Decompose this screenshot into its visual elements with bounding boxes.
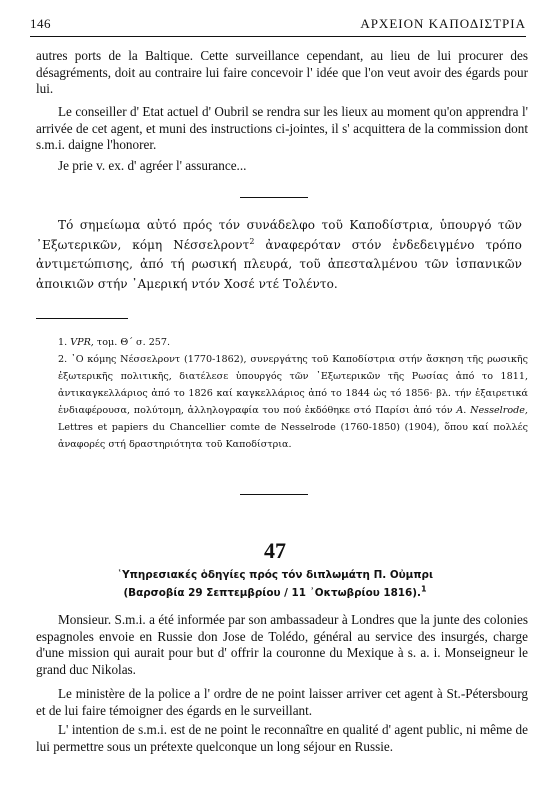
document-caption-line-1: ῾Υπηρεσιακές ὁδηγίες πρός τόν διπλωμάτη Π. Οὐμπρι (116, 569, 434, 581)
footnote-2-author: A. Nesselrode, (456, 405, 528, 416)
footnote-1-source: VPR, (70, 337, 94, 348)
top-paragraph-3-text: Je prie v. ex. d' agréer l' assurance... (58, 158, 247, 173)
footnote-2-text-end: Lettres et papiers du Chancellier comte de Nesselrode (1760-1850) (1904), ὅπου καί πολλές ἀναφορές στή δραστηριότητα τοῦ Καποδίστρια. (58, 422, 528, 450)
footnotes (58, 334, 528, 453)
footnote-rule (36, 318, 128, 319)
footnote-ref-1: 1 (420, 584, 427, 594)
greek-commentary (36, 216, 522, 294)
document-caption-text: (Βαρσοβία 29 Σεπτεμβρίου / 11 ᾿Οκτωβρίου 1816). (123, 587, 421, 599)
section-divider-1 (240, 197, 308, 198)
body-paragraph-1 (36, 612, 528, 678)
body-paragraph-1-text: Monsieur. S.m.i. a été informée par son ambassadeur à Londres que la junte des colonies espagnoles envoie en Russie don Jose de Tolédo, général au service des insurgés, charge d'une mission qui aurait pour but d' offrir la couronne du Mexique à s. a. i. Monseigneur le grand duc Nikolas. (36, 612, 528, 677)
footnote-2 (58, 351, 528, 453)
body-paragraph-3 (36, 722, 528, 755)
footnote-ref-2: 2 (249, 236, 255, 246)
greek-commentary-text-cont: ἀναφερόταν στόν ἐνδεδειγμένο τρόπο ἀντιμετώπισης, ἀπό τή ρωσική πλευρά, τοῦ ἀπεσταλμένου τῶν ἰσπανικῶν ἀποικιῶν στήν ᾿Αμερική ντόν Χοσέ ντέ Τολέντο. (36, 237, 522, 291)
document-caption-line-2 (0, 584, 550, 602)
top-paragraph-3 (36, 158, 528, 175)
footnote-1 (58, 334, 528, 351)
footnote-1-text: τομ. Θ΄ σ. 257. (93, 337, 171, 348)
page-header (30, 16, 526, 38)
greek-commentary-text: Τό σημείωμα αὐτό πρός τόν συνάδελφο τοῦ Καποδίστρια, ὑπουργό τῶν ᾿Εξωτερικῶν, κόμη Νέσσελροντ (36, 218, 522, 252)
body-paragraph-2-text: Le ministère de la police a l' ordre de ne point laisser arriver cet agent à St.-Pétersbourg et de lui faire témoigner des égards en le surveillant. (36, 686, 528, 718)
footnote-2-text: 2. ᾿Ο κόμης Νέσσελροντ (1770-1862), συνεργάτης τοῦ Καποδίστρια στήν ἄσκηση τῆς ρωσικῆς ἐξωτερικῆς πολιτικῆς, διατέλεσε ὑπουργός τῶν ᾿Εξωτερικῶν τῆς Ρωσίας ἀπό το 1811, ἀντικαγκελλάριος ἀπό το 1826 καί καγκελλάριος ἀπό το 1844 ὡς τό 1856· βλ. τήν ἐξαιρετικά ἐνδιαφέρουσα, πολύτομη, ἀλληλογραφία του πού ἐκδόθηκε στό Παρίσι ἀπό τόν (58, 354, 528, 416)
running-title: ΑΡΧΕΙΟΝ ΚΑΠΟΔΙΣΤΡΙΑ (360, 16, 526, 31)
page-number: 146 (30, 16, 51, 31)
body-paragraph-3-text: L' intention de s.m.i. est de ne point le reconnaître en qualité d' agent public, ni même de lui permettre sous un prétexte quelconque un long séjour en Russie. (36, 722, 528, 754)
footnote-1-number: 1. (58, 337, 71, 348)
top-paragraph-2-text: Le conseiller d' Etat actuel d' Oubril se rendra sur les lieux au moment qu'on apprendra l' arrivée de cet agent, et muni des instructions ci-jointes, il s' acquittera de la commission dont s.m.i. daigne l'honorer. (36, 104, 528, 152)
top-paragraph-2 (36, 104, 528, 154)
section-divider-2 (240, 494, 308, 495)
header-rule (30, 36, 526, 37)
document-number: 47 (264, 538, 286, 563)
top-paragraph-1: autres ports de la Baltique. Cette surveillance cependant, au lieu de lui procurer des désagréments, doit au contraire lui faire concevoir l' idée que l'on veut avoir des égards pour lui. (36, 48, 528, 96)
body-paragraph-2 (36, 686, 528, 719)
